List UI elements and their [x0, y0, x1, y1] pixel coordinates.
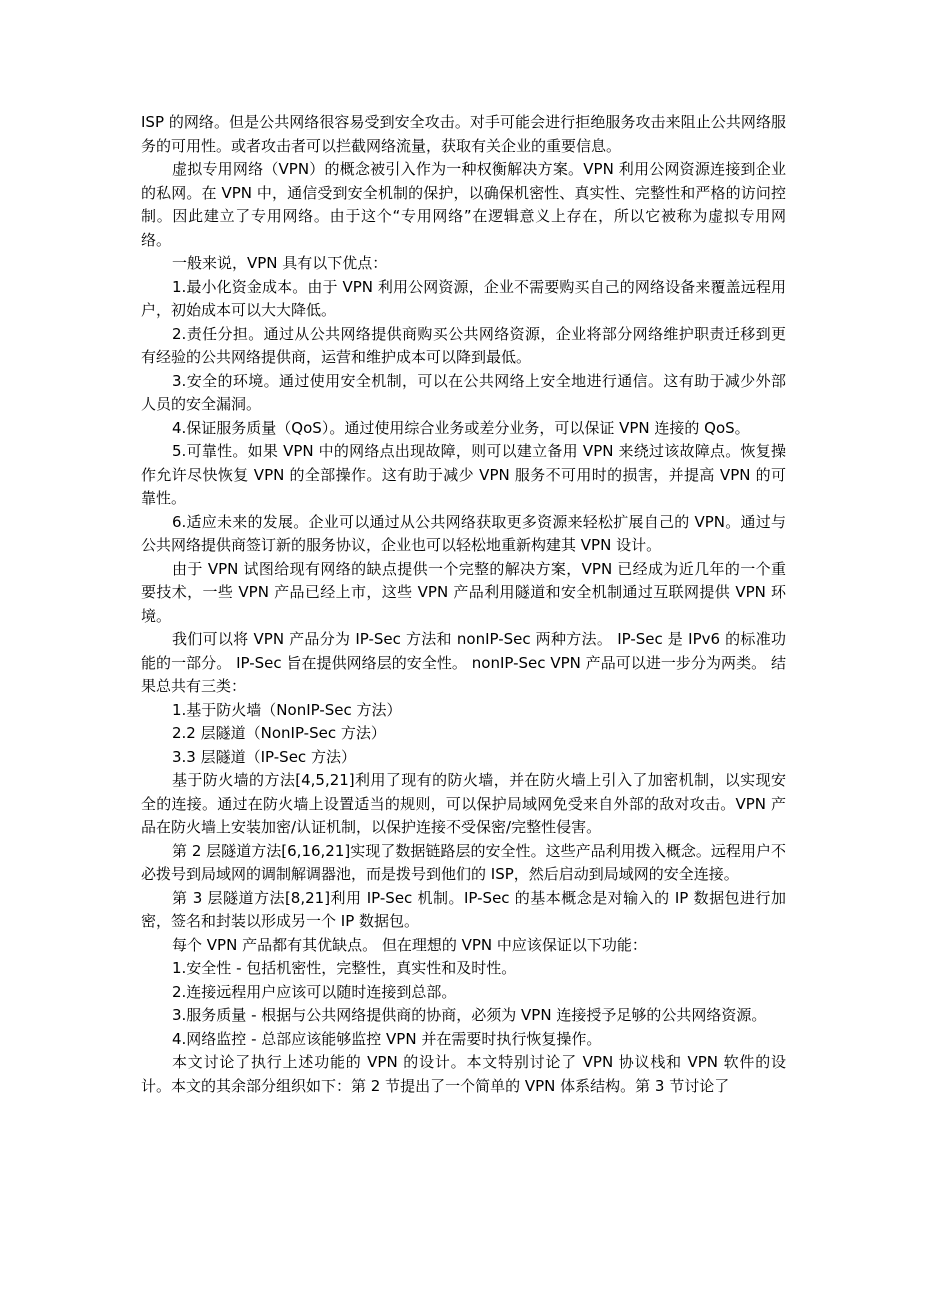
- category-item-2: 2.2 层隧道（NonIP-Sec 方法）: [172, 724, 386, 742]
- advantage-item-3: 3.安全的环境。通过使用安全机制，可以在公共网络上安全地进行通信。这有助于减少外部人员的安全漏洞。: [141, 371, 786, 413]
- paragraph-vpn-importance: 由于 VPN 试图给现有网络的缺点提供一个完整的解决方案，VPN 已经成为近几年的一个重要技术，一些 VPN 产品已经上市，这些 VPN 产品利用隧道和安全机制通过互联网提供 VPN 环境。: [141, 559, 786, 625]
- function-item-3: 3.服务质量 - 根据与公共网络提供商的协商，必须为 VPN 连接授予足够的公共网络资源。: [172, 1006, 767, 1024]
- function-item-1: 1.安全性 - 包括机密性，完整性，真实性和及时性。: [172, 959, 517, 977]
- category-item-1: 1.基于防火墙（NonIP-Sec 方法）: [172, 700, 402, 719]
- paragraph-ideal-vpn-intro: 每个 VPN 产品都有其优缺点。 但在理想的 VPN 中应该保证以下功能：: [172, 935, 647, 954]
- paragraph-firewall-method: 基于防火墙的方法[4,5,21]利用了现有的防火墙，并在防火墙上引入了加密机制，以实现安全的连接。通过在防火墙上设置适当的规则，可以保护局域网免受来自外部的敌对攻击。VPN 产品在防火墙上安装加密/认证机制，以保护连接不受保密/完整性侵害。: [141, 771, 786, 836]
- document-body: [141, 111, 786, 1098]
- function-item-4: 4.网络监控 - 总部应该能够监控 VPN 并在需要时执行恢复操作。: [172, 1029, 602, 1048]
- paragraph-vpn-concept: 虚拟专用网络（VPN）的概念被引入作为一种权衡解决方案。VPN 利用公网资源连接到企业的私网。在 VPN 中，通信受到安全机制的保护，以确保机密性、真实性、完整性和严格的访问控制。因此建立了专用网络。由于这个“专用网络”在逻辑意义上存在，所以它被称为虚拟专用网络。: [141, 160, 786, 249]
- paragraph-advantages-intro: 一般来说，VPN 具有以下优点：: [172, 254, 388, 272]
- advantage-item-1: 1.最小化资金成本。由于 VPN 利用公网资源，企业不需要购买自己的网络设备来覆盖远程用户，初始成本可以大大降低。: [141, 277, 786, 319]
- paragraph-layer3-method: 第 3 层隧道方法[8,21]利用 IP-Sec 机制。IP-Sec 的基本概念是对输入的 IP 数据包进行加密，签名和封装以形成另一个 IP 数据包。: [141, 888, 786, 930]
- advantage-item-6: 6.适应未来的发展。企业可以通过从公共网络获取更多资源来轻松扩展自己的 VPN。通过与公共网络提供商签订新的服务协议，企业也可以轻松地重新构建其 VPN 设计。: [141, 512, 786, 554]
- advantage-item-4: 4.保证服务质量（QoS）。通过使用综合业务或差分业务，可以保证 VPN 连接的 QoS。: [172, 418, 750, 437]
- advantage-item-5: 5.可靠性。如果 VPN 中的网络点出现故障，则可以建立备用 VPN 来绕过该故障点。恢复操作允许尽快恢复 VPN 的全部操作。这有助于减少 VPN 服务不可用时的损害，并提高 VPN 的可靠性。: [141, 442, 786, 507]
- paragraph-layer2-method: 第 2 层隧道方法[6,16,21]实现了数据链路层的安全性。这些产品利用拨入概念。远程用户不必拨号到局域网的调制解调器池，而是拨号到他们的 ISP，然后启动到局域网的安全连接。: [141, 841, 786, 883]
- paragraph-vpn-classification: 我们可以将 VPN 产品分为 IP-Sec 方法和 nonIP-Sec 两种方法。 IP-Sec 是 IPv6 的标准功能的一部分。 IP-Sec 旨在提供网络层的安全性。 nonIP-Sec VPN 产品可以进一步分为两类。 结果总共有三类：: [141, 630, 786, 695]
- paragraph-paper-organization: 本文讨论了执行上述功能的 VPN 的设计。本文特别讨论了 VPN 协议栈和 VPN 软件的设计。本文的其余部分组织如下：第 2 节提出了一个简单的 VPN 体系结构。第 3 节讨论了: [141, 1053, 786, 1095]
- advantage-item-2: 2.责任分担。通过从公共网络提供商购买公共网络资源，企业将部分网络维护职责迁移到更有经验的公共网络提供商，运营和维护成本可以降到最低。: [141, 324, 786, 366]
- category-item-3: 3.3 层隧道（IP-Sec 方法）: [172, 747, 356, 766]
- paragraph-isp-continuation: ISP 的网络。但是公共网络很容易受到安全攻击。对手可能会进行拒绝服务攻击来阻止公共网络服务的可用性。或者攻击者可以拦截网络流量，获取有关企业的重要信息。: [141, 113, 786, 155]
- function-item-2: 2.连接远程用户应该可以随时连接到总部。: [172, 982, 457, 1001]
